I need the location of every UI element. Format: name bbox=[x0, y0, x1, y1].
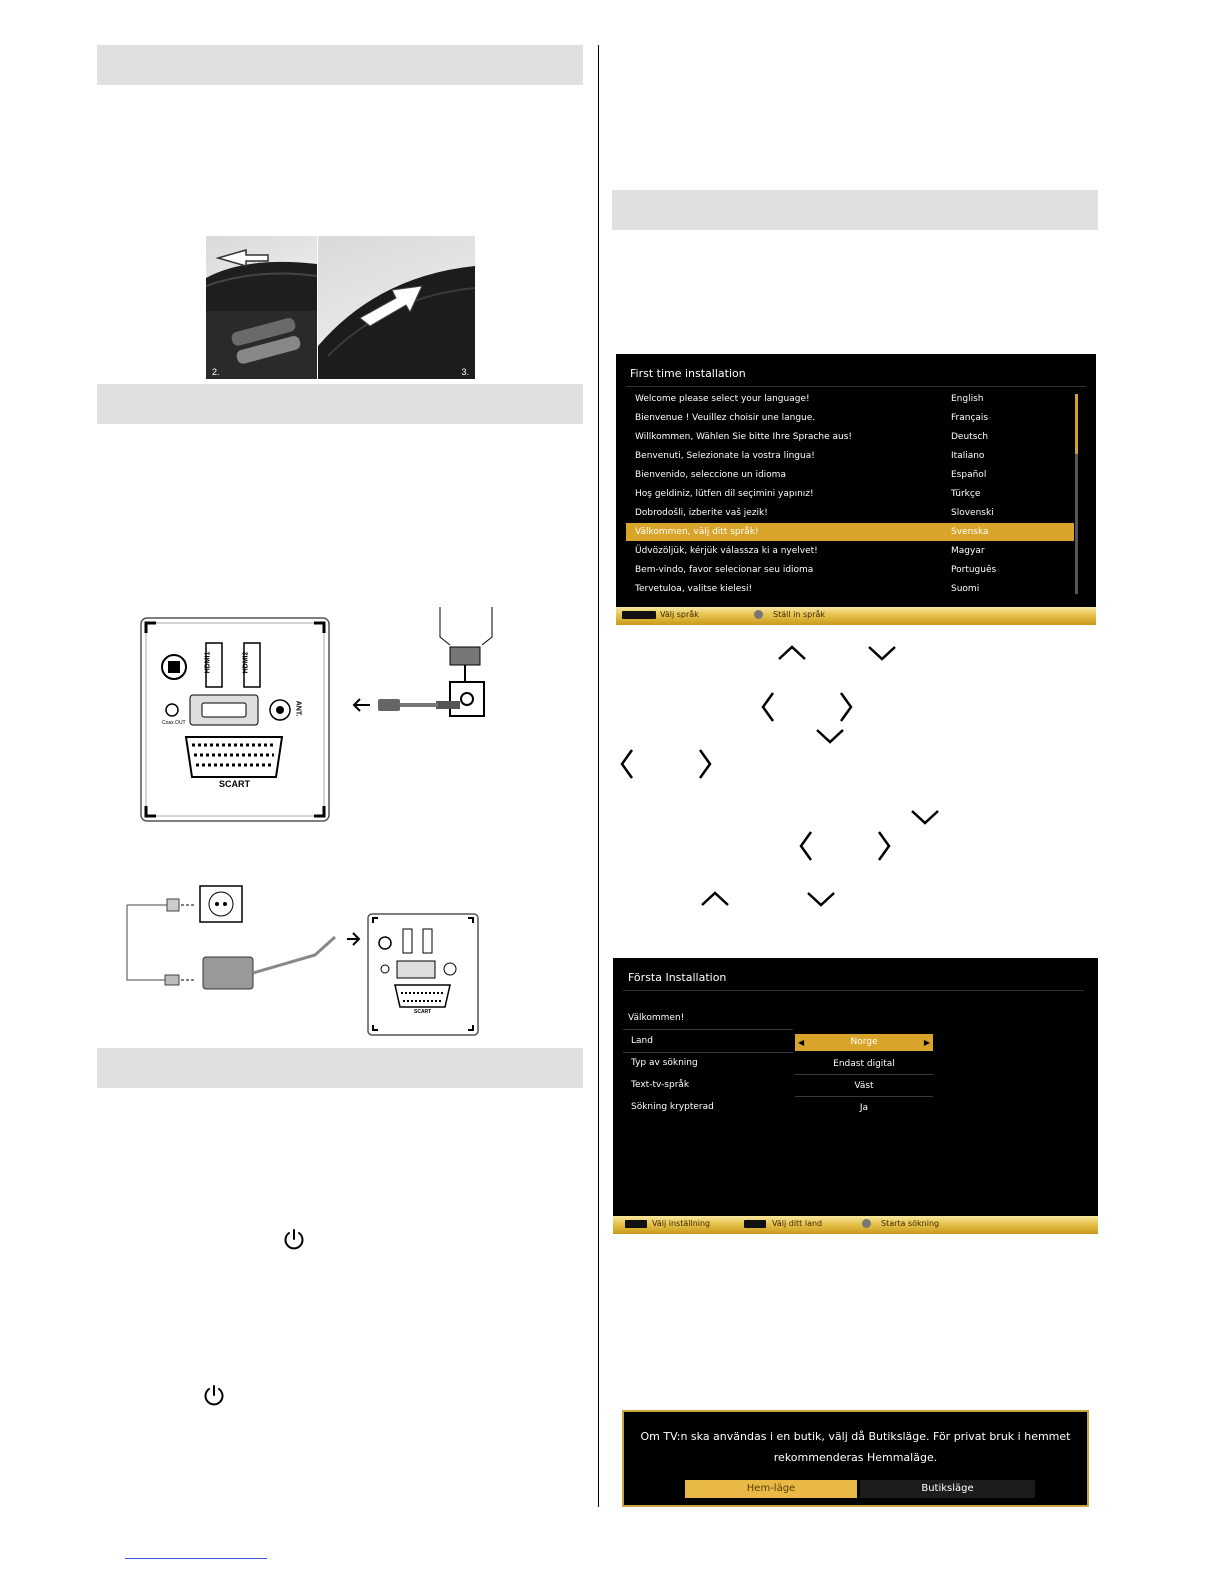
scart-label: SCART bbox=[219, 779, 250, 789]
language-welcome-text: Bienvenido, seleccione un idioma bbox=[635, 470, 786, 480]
column-divider bbox=[598, 45, 599, 1507]
row-separator bbox=[623, 1052, 793, 1053]
row-separator bbox=[795, 1074, 933, 1075]
welcome-label: Välkommen! bbox=[628, 1013, 685, 1023]
arrow-down-icon bbox=[805, 890, 837, 908]
row-separator bbox=[623, 1029, 793, 1030]
language-name: Español bbox=[951, 470, 987, 480]
language-welcome-text: Welcome please select your language! bbox=[635, 394, 810, 404]
arrow-left-icon bbox=[798, 829, 814, 863]
battery-insert-image bbox=[206, 311, 317, 379]
up-down-key-icon bbox=[625, 1220, 647, 1228]
language-option[interactable] bbox=[626, 390, 1074, 408]
arrow-up-icon bbox=[776, 644, 808, 662]
footer-select-setting: Välj inställning bbox=[652, 1219, 711, 1228]
setting-label-country: Land bbox=[631, 1036, 653, 1046]
title-separator bbox=[626, 386, 1086, 387]
home-mode-button[interactable]: Hem-läge bbox=[685, 1480, 857, 1498]
language-welcome-text: Tervetuloa, valitse kielesi! bbox=[635, 584, 753, 594]
remote-cover-close-image bbox=[318, 236, 475, 379]
hdmi1-label: HDMI1 bbox=[204, 651, 212, 674]
language-option[interactable] bbox=[626, 447, 1074, 465]
hdmi2-label: HDMI2 bbox=[242, 651, 250, 674]
photo-label-3: 3. bbox=[461, 367, 469, 377]
footer-start-search: Starta sökning bbox=[881, 1219, 940, 1228]
language-name: Magyar bbox=[951, 546, 985, 556]
setting-value-scan-encrypted[interactable]: Ja bbox=[859, 1103, 869, 1113]
arrow-left-icon bbox=[760, 690, 776, 724]
mode-selection-dialog bbox=[622, 1410, 1089, 1507]
first-time-installation-screen bbox=[616, 354, 1096, 625]
installation-screen-footer bbox=[613, 1216, 1098, 1234]
footer-set-language: Ställ in språk bbox=[773, 610, 826, 619]
power-icon bbox=[202, 1384, 226, 1408]
tv-connection-panel bbox=[140, 617, 330, 822]
setting-label-search-type: Typ av sökning bbox=[631, 1058, 698, 1068]
row-separator bbox=[795, 1096, 933, 1097]
arrow-right-icon[interactable]: ▶ bbox=[923, 1038, 930, 1047]
scrollbar-thumb[interactable] bbox=[1075, 394, 1078, 454]
language-name: Svenska bbox=[951, 527, 989, 537]
section-header-bar-2 bbox=[97, 384, 583, 424]
footer-link-underline bbox=[125, 1558, 267, 1559]
setting-value-search-type[interactable]: Endast digital bbox=[833, 1059, 895, 1069]
language-option[interactable] bbox=[626, 542, 1074, 560]
language-name: Français bbox=[951, 413, 989, 423]
arrow-down-icon bbox=[909, 808, 941, 826]
arrow-right-icon bbox=[876, 829, 892, 863]
section-header-bar-3 bbox=[97, 1048, 583, 1088]
footer-choose-country: Välj ditt land bbox=[772, 1219, 823, 1228]
language-welcome-text: Hoş geldiniz, lütfen dil seçimini yapınız! bbox=[635, 489, 814, 499]
language-name: Português bbox=[951, 565, 997, 575]
antenna-socket-illustration bbox=[350, 607, 500, 727]
section-header-bar-4 bbox=[612, 190, 1098, 230]
power-connection-diagram bbox=[125, 885, 485, 1037]
antenna-cable-diagram bbox=[350, 607, 500, 727]
setting-label-scan-encrypted: Sökning krypterad bbox=[631, 1102, 714, 1112]
language-option[interactable] bbox=[626, 561, 1074, 579]
language-name: English bbox=[951, 394, 984, 404]
arrow-up-icon bbox=[699, 890, 731, 908]
coax-out-label: Coax.OUT bbox=[162, 720, 186, 726]
arrow-left-icon[interactable]: ◀ bbox=[798, 1038, 805, 1047]
arrow-down-icon bbox=[866, 644, 898, 662]
language-welcome-text: Willkommen, Wählen Sie bitte Ihre Sprache aus! bbox=[635, 432, 852, 442]
footer-select-language: Välj språk bbox=[660, 610, 699, 619]
store-mode-button[interactable]: Butiksläge bbox=[860, 1480, 1035, 1498]
ok-button-icon bbox=[862, 1219, 871, 1228]
language-name: Suomi bbox=[951, 584, 980, 594]
dialog-message-line-1: Om TV:n ska användas i en butik, välj då Butiksläge. För privat bruk i hemmet bbox=[640, 1430, 1071, 1443]
language-name: Slovenski bbox=[951, 508, 994, 518]
forsta-installation-screen bbox=[613, 958, 1098, 1234]
language-welcome-text: Välkommen, välj ditt språk! bbox=[635, 527, 759, 537]
screen-title: First time installation bbox=[630, 367, 746, 380]
arrow-right-icon bbox=[838, 690, 854, 724]
setting-label-teletext-language: Text-tv-språk bbox=[631, 1080, 690, 1090]
language-screen-footer bbox=[616, 607, 1096, 625]
battery-photo-2 bbox=[206, 311, 317, 379]
language-option[interactable] bbox=[626, 466, 1074, 484]
power-icon bbox=[282, 1228, 306, 1252]
up-down-key-icon bbox=[622, 611, 656, 619]
language-name: Italiano bbox=[951, 451, 985, 461]
language-option[interactable] bbox=[626, 485, 1074, 503]
left-right-key-icon bbox=[744, 1220, 766, 1228]
remote-back-image bbox=[206, 236, 317, 311]
photo-label-1: 1. bbox=[305, 299, 313, 309]
battery-photo-1 bbox=[206, 236, 317, 311]
language-welcome-text: Dobrodošli, izberite vaš jezik! bbox=[635, 508, 768, 518]
title-separator bbox=[623, 990, 1084, 991]
ok-button-icon bbox=[754, 610, 763, 619]
language-option[interactable] bbox=[626, 428, 1074, 446]
language-welcome-text: Üdvözöljük, kérjük válassza ki a nyelvet! bbox=[635, 546, 818, 556]
language-name: Deutsch bbox=[951, 432, 989, 442]
battery-photo-3 bbox=[318, 236, 475, 379]
small-scart-label: SCART bbox=[414, 1009, 432, 1015]
setting-value-country: Norge bbox=[850, 1037, 878, 1047]
screen-title: Första Installation bbox=[628, 971, 727, 984]
language-name: Türkçe bbox=[951, 489, 981, 499]
language-option[interactable] bbox=[626, 523, 1074, 541]
antenna-label: ANT. bbox=[294, 700, 302, 717]
language-option[interactable] bbox=[626, 504, 1074, 522]
arrow-right-icon bbox=[697, 747, 713, 781]
arrow-left-icon bbox=[619, 747, 635, 781]
language-welcome-text: Bienvenue ! Veuillez choisir une langue. bbox=[635, 413, 816, 423]
language-welcome-text: Benvenuti, Selezionate la vostra lingua! bbox=[635, 451, 815, 461]
arrow-down-icon bbox=[814, 727, 846, 745]
section-header-bar-1 bbox=[97, 45, 583, 85]
setting-value-teletext-language[interactable]: Väst bbox=[854, 1081, 874, 1091]
dialog-message-line-2: rekommenderas Hemmaläge. bbox=[773, 1451, 938, 1464]
language-option[interactable] bbox=[626, 409, 1074, 427]
country-selector[interactable] bbox=[795, 1034, 933, 1051]
language-welcome-text: Bem-vindo, favor selecionar seu idioma bbox=[635, 565, 814, 575]
language-option[interactable] bbox=[626, 580, 1074, 598]
photo-label-2: 2. bbox=[212, 367, 220, 377]
